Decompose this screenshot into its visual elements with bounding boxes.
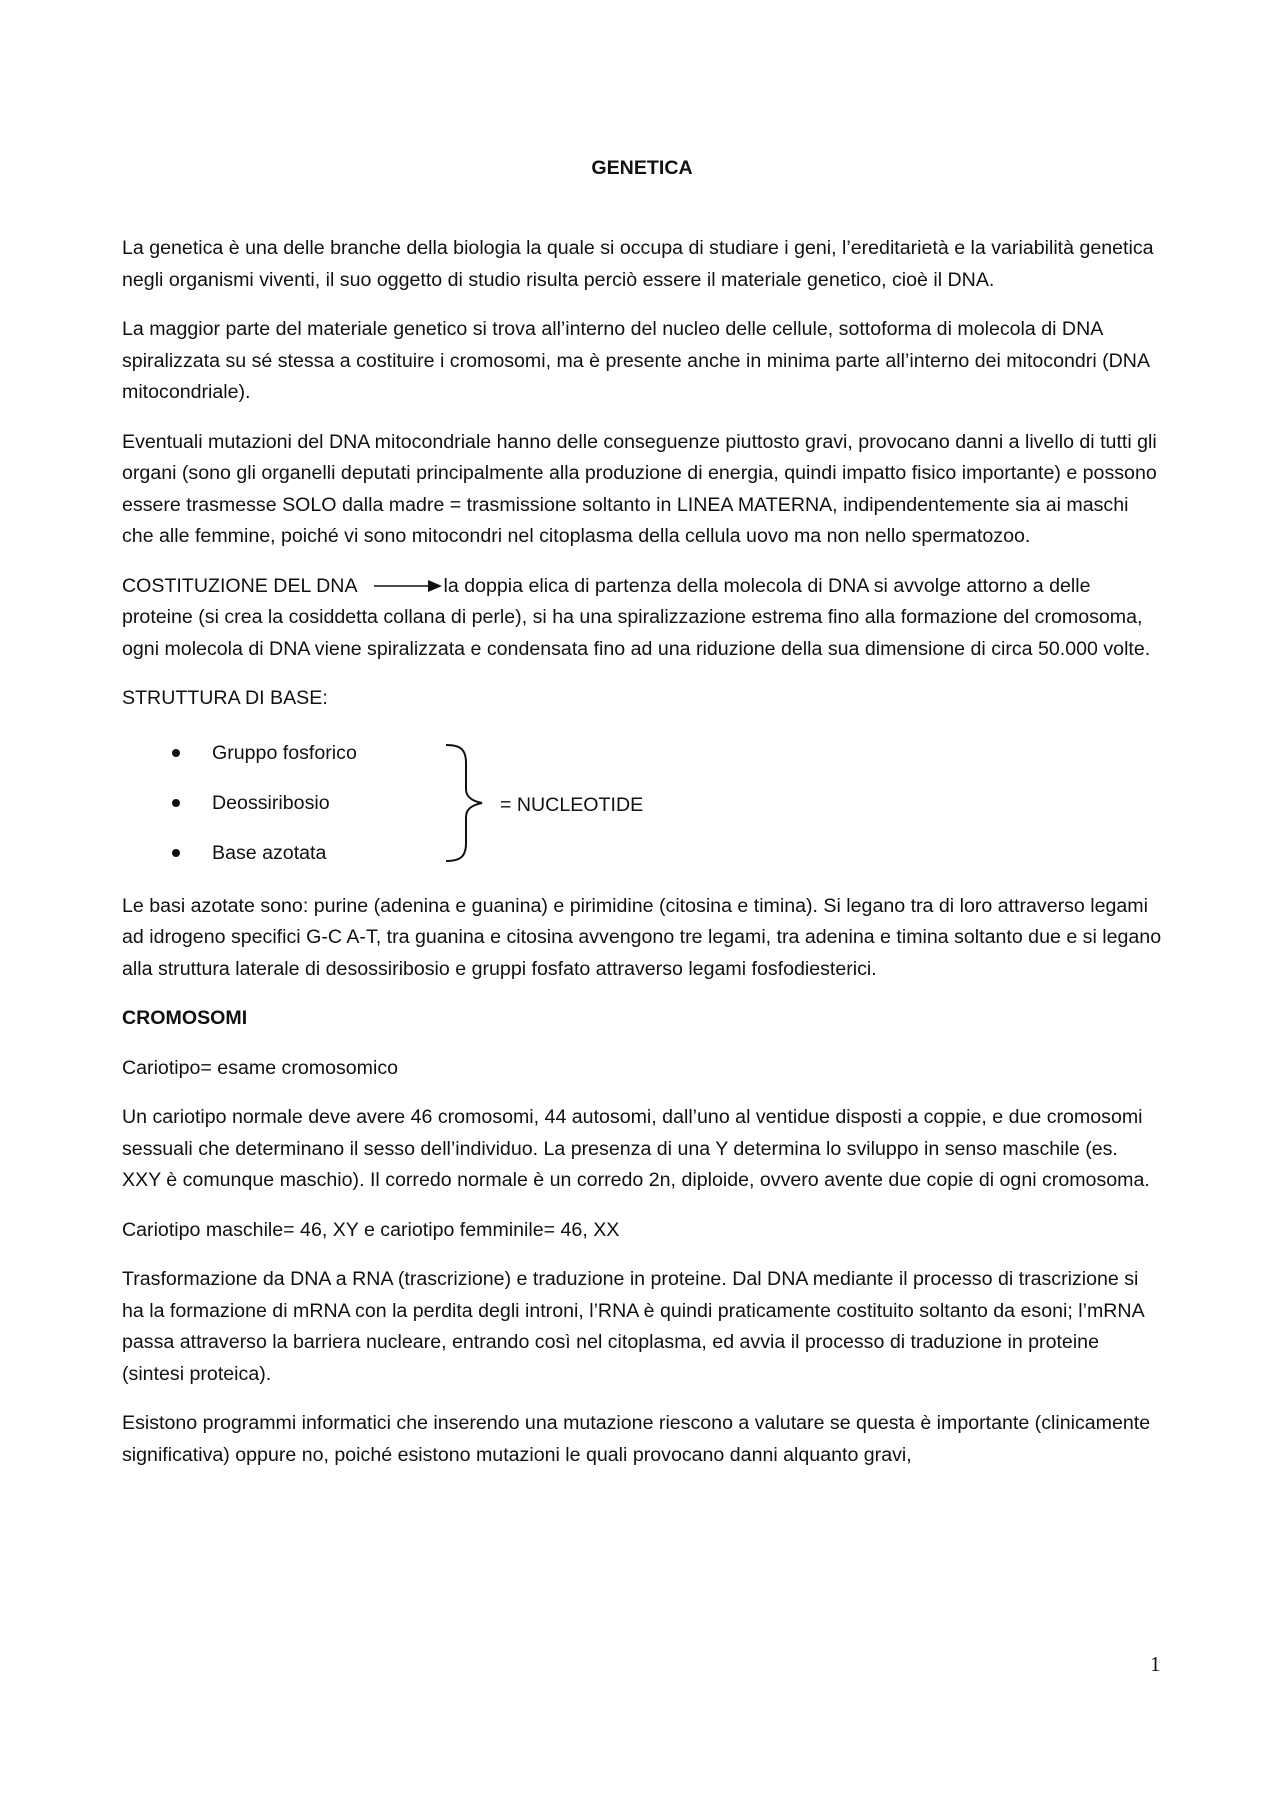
page-title: GENETICA [591,157,693,179]
paragraph-nucleo: La maggior parte del materiale genetico si trova all’interno del nucleo delle cellule, sottoforma di molecola di DNA spiralizzata su sé stessa a costituire i cromosomi, ma è presente anche in minima parte all’interno dei mitocondri (DNA mitocondriale). [122,318,1149,403]
bullet-list [170,735,357,885]
bullet-icon [172,799,180,807]
bullet-icon [172,749,180,757]
list-item [170,735,357,785]
struttura-label: STRUTTURA DI BASE: [122,687,328,709]
list-item [170,785,357,835]
bullet-icon [172,849,180,857]
paragraph-programmi: Esistono programmi informatici che inserendo una mutazione riescono a valutare se questa è importante (clinicamente significativa) oppure no, poiché esistono mutazioni le quali provocano danni alquanto gravi, [122,1412,1151,1466]
costituzione-label: COSTITUZIONE DEL DNA [122,574,358,597]
curly-brace-icon [444,741,492,865]
paragraph-basi-azotate: Le basi azotate sono: purine (adenina e guanina) e pirimidine (citosina e timina). Si legano tra di loro attraverso legami ad idrogeno specifici G-C A-T, tra guanina e citosina avvengono tre legami, tra adenina e timina soltanto due e si legano alla struttura laterale di desossiribosio e gruppi fosfato attraverso legami fosfodiesterici. [122,894,1162,980]
paragraph-cariotipo-normale: Un cariotipo normale deve avere 46 cromosomi, 44 autosomi, dall’uno al ventidue disposti a coppie, e due cromosomi sessuali che determinano il sesso dell’individuo. La presenza di una Y determina lo sviluppo in senso maschile (es. XXY è comunque maschio). Il corredo normale è un corredo 2n, diploide, ovvero avente due copie di ogni cromosoma. [122,1106,1150,1191]
bullet-text: Gruppo fosforico [212,741,357,764]
paragraph-cariotipo-sesso: Cariotipo maschile= 46, XY e cariotipo femminile= 46, XX [122,1218,620,1241]
bullet-text: Deossiribosio [212,791,330,814]
paragraph-costituzione [122,571,1162,666]
heading-cromosomi: CROMOSOMI [122,1007,248,1029]
arrow-right-icon [374,579,442,593]
costituzione-text: la doppia elica di partenza della molecola di DNA si avvolge attorno a delle proteine (si crea la cosiddetta collana di perle), si ha una spiralizzazione estrema fino alla formazione del cromosoma, ogni molecola di DNA viene spiralizzata e condensata fino ad una riduzione della sua dimensione di circa 50.000 volte. [122,574,1151,660]
paragraph-mitocondri: Eventuali mutazioni del DNA mitocondriale hanno delle conseguenze piuttosto gravi, provocano danni a livello di tutti gli organi (sono gli organelli deputati principalmente alla produzione di energia, quindi impatto fisico importante) e possono essere trasmesse SOLO dalla madre = trasmissione soltanto in LINEA MATERNA, indipendentemente sia ai maschi che alle femmine, poiché vi sono mitocondri nel citoplasma della cellula uovo ma non nello spermatozoo. [122,430,1157,547]
paragraph-intro: La genetica è una delle branche della biologia la quale si occupa di studiare i geni, l’ereditarietà e la variabilità genetica negli organismi viventi, il suo oggetto di studio risulta perciò essere il materiale genetico, cioè il DNA. [122,237,1154,291]
paragraph-cariotipo-def: Cariotipo= esame cromosomico [122,1056,399,1079]
struttura-list [122,733,1162,881]
page-number: 1 [1150,1652,1161,1676]
paragraph-trascrizione: Trasformazione da DNA a RNA (trascrizione) e traduzione in proteine. Dal DNA mediante il processo di trascrizione si ha la formazione di mRNA con la perdita degli introni, l’RNA è quindi praticamente costituito soltanto da esoni; l’mRNA passa attraverso la barriera nucleare, entrando così nel citoplasma, ed avvia il processo di traduzione in proteine (sintesi proteica). [122,1268,1144,1385]
page-content [122,150,1162,1489]
list-item [170,835,357,885]
nucleotide-label: = NUCLEOTIDE [500,793,644,816]
bullet-text: Base azotata [212,841,327,864]
